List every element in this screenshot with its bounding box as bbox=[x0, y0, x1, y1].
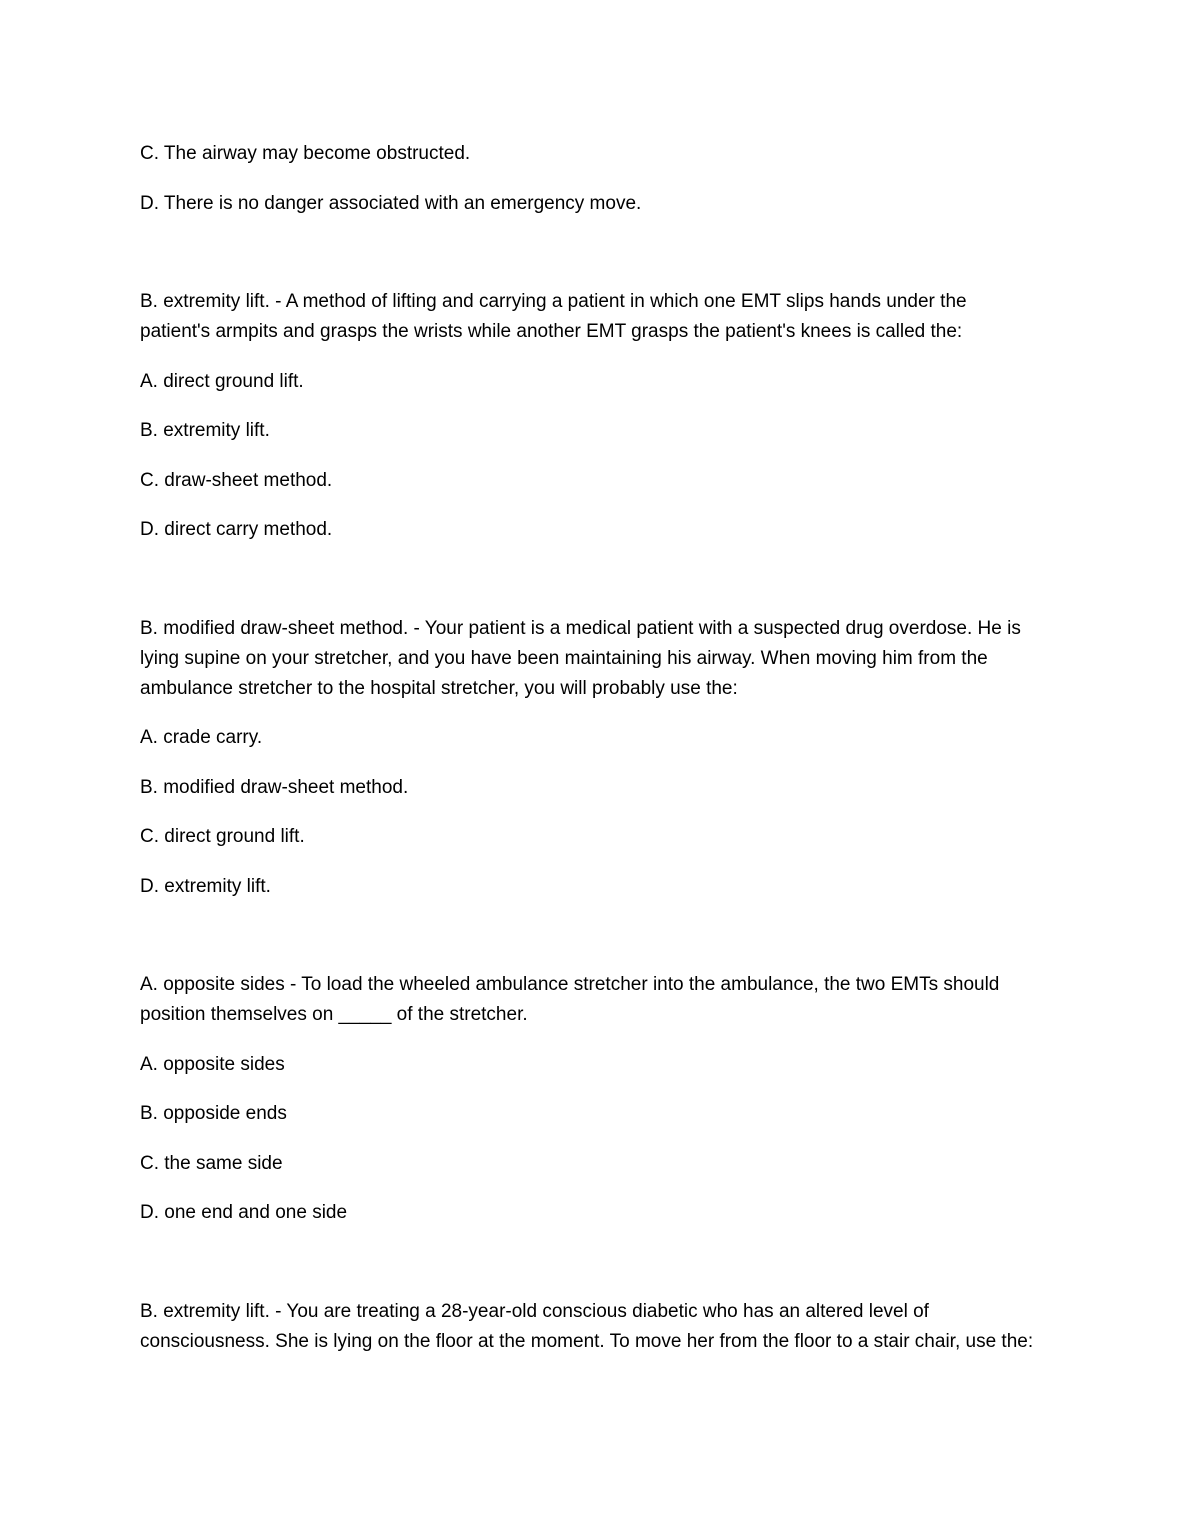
answer-option: C. draw-sheet method. bbox=[140, 469, 333, 491]
question-stem: B. extremity lift. - A method of lifting and carrying a patient in which one EMT slips hands under the patient's armpits and grasps the wrists while another EMT grasps the patient's knees is called the: bbox=[140, 291, 967, 342]
question-spacer bbox=[140, 921, 1050, 970]
question-spacer bbox=[140, 1248, 1050, 1297]
answer-option: B. extremity lift. bbox=[140, 420, 270, 441]
answer-option: C. direct ground lift. bbox=[140, 826, 305, 847]
answer-option: B. modified draw-sheet method. bbox=[140, 776, 409, 798]
question-stem: B. extremity lift. - You are treating a 28-year-old conscious diabetic who has an altered level of consciousness. She is lying on the floor at the moment. To move her from the floor to a stair chair, use the: bbox=[140, 1300, 1034, 1352]
question-stem: B. modified draw-sheet method. - Your patient is a medical patient with a suspected drug overdose. He is lying supine on your stretcher, and you have been maintaining his airway. When moving him from the ambulance stretcher to the hospital stretcher, you will probably use the: bbox=[140, 617, 1021, 699]
answer-option: D. one end and one side bbox=[140, 1202, 348, 1223]
question-spacer bbox=[140, 238, 1050, 287]
answer-option: A. crade carry. bbox=[140, 727, 263, 748]
answer-option: B. opposide ends bbox=[140, 1103, 287, 1124]
answer-option: D. direct carry method. bbox=[140, 519, 333, 540]
question-spacer bbox=[140, 565, 1050, 614]
question-stem: A. opposite sides - To load the wheeled ambulance stretcher into the ambulance, the two EMTs should position themselves on _____ of the stretcher. bbox=[140, 974, 1000, 1025]
answer-option: C. the same side bbox=[140, 1152, 283, 1174]
answer-option: A. direct ground lift. bbox=[140, 370, 304, 392]
answer-option: D. There is no danger associated with an emergency move. bbox=[140, 192, 642, 214]
document-page bbox=[140, 139, 1050, 1376]
answer-option: A. opposite sides bbox=[140, 1053, 285, 1075]
answer-option: D. extremity lift. bbox=[140, 875, 271, 897]
answer-option: C. The airway may become obstructed. bbox=[140, 143, 471, 164]
